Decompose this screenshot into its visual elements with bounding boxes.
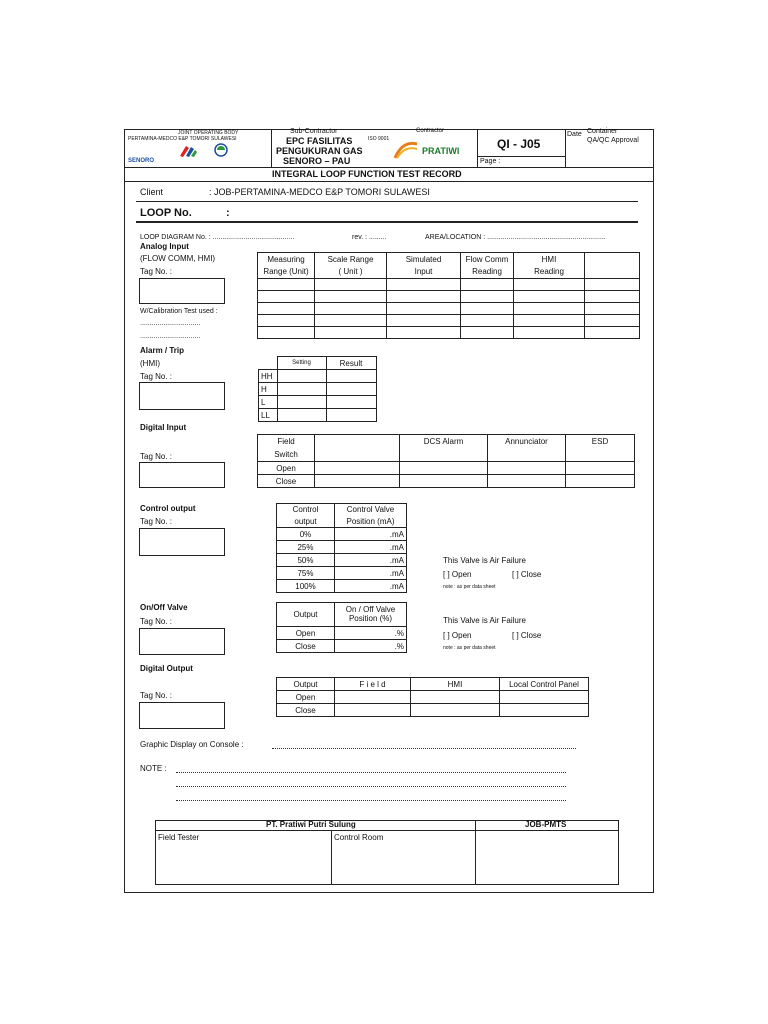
alarm-col-setting: Setting	[277, 357, 326, 370]
co-air-failure: This Valve is Air Failure	[443, 556, 526, 565]
co-h2a: Control Valve	[335, 504, 407, 516]
do-cell[interactable]	[500, 691, 589, 704]
di-dcs: DCS Alarm	[400, 435, 488, 449]
page-label: Page :	[480, 158, 501, 165]
di-cell[interactable]	[488, 475, 566, 488]
analog-h1-5	[585, 253, 640, 266]
digital-output-tag-box[interactable]	[139, 702, 225, 729]
alarm-tag: Tag No. :	[140, 372, 173, 381]
rev-label: rev. : .........	[352, 234, 387, 241]
graphic-display-label: Graphic Display on Console :	[140, 740, 244, 749]
loop-diagram: LOOP DIAGRAM No. : ..........................................	[140, 234, 295, 241]
analog-cell[interactable]	[585, 303, 640, 315]
analog-cell[interactable]	[315, 291, 387, 303]
analog-cell[interactable]	[387, 327, 461, 339]
logo-senoro-brand: SENORO	[128, 158, 155, 164]
di-cell[interactable]	[315, 475, 400, 488]
area-label: AREA/LOCATION : .............................................................	[425, 234, 606, 241]
co-row-label: 25%	[277, 541, 335, 554]
alarm-row-label: H	[259, 383, 278, 396]
alarm-cell[interactable]	[326, 396, 376, 409]
onoff-h2a: On / Off Valve	[345, 604, 396, 614]
onoff-note: note : as per data sheet	[443, 645, 496, 651]
note-dots-1[interactable]	[176, 772, 566, 773]
control-output-title: Control output	[140, 504, 196, 513]
client-value: : JOB-PERTAMINA-MEDCO E&P TOMORI SULAWESI	[209, 187, 430, 197]
analog-cell[interactable]	[514, 303, 585, 315]
alarm-cell[interactable]	[326, 409, 376, 422]
do-cell[interactable]	[411, 691, 500, 704]
logo-pertamina-medco: PERTAMINA-MEDCO E&P TOMORI SULAWESI	[128, 136, 237, 142]
note-label: NOTE :	[140, 764, 167, 773]
digital-input-tag: Tag No. :	[140, 452, 173, 461]
onoff-h1: Output	[277, 603, 335, 627]
main-title: INTEGRAL LOOP FUNCTION TEST RECORD	[272, 169, 462, 179]
analog-cell[interactable]	[258, 327, 315, 339]
analog-cell[interactable]	[585, 279, 640, 291]
analog-cell[interactable]	[387, 303, 461, 315]
digital-output-table	[276, 677, 589, 717]
alarm-tag-box[interactable]	[139, 382, 225, 410]
doc-code: QI - J05	[497, 137, 541, 151]
alarm-sub: (HMI)	[140, 359, 160, 368]
analog-cell[interactable]	[258, 303, 315, 315]
onoff-h2b: Position (%)	[348, 613, 393, 623]
di-annunciator: Annunciator	[488, 435, 566, 449]
di-esd: ESD	[566, 435, 635, 449]
analog-cell[interactable]	[315, 315, 387, 327]
alarm-row-label: HH	[259, 370, 278, 383]
analog-cell[interactable]	[258, 279, 315, 291]
analog-cell[interactable]	[315, 327, 387, 339]
signature-header-line	[155, 830, 619, 831]
onoff-tag: Tag No. :	[140, 617, 173, 626]
signature-divider-1	[331, 830, 332, 885]
analog-h2-0: Range (Unit)	[258, 266, 315, 279]
analog-calib-dots-1: ...............................	[140, 320, 201, 327]
loop-label: LOOP No.	[140, 207, 192, 219]
analog-tag-box[interactable]	[139, 278, 225, 304]
onoff-row-label: Open	[277, 627, 335, 640]
analog-h2-1: ( Unit )	[315, 266, 387, 279]
analog-cell[interactable]	[514, 315, 585, 327]
analog-h1-1: Scale Range	[315, 253, 387, 266]
analog-cell[interactable]	[461, 291, 514, 303]
analog-h2-4: Reading	[514, 266, 585, 279]
di-cell[interactable]	[488, 462, 566, 475]
analog-title: Analog Input	[140, 242, 189, 251]
analog-cell[interactable]	[514, 291, 585, 303]
do-cell[interactable]	[500, 704, 589, 717]
alarm-cell[interactable]	[326, 370, 376, 383]
co-row-label: 50%	[277, 554, 335, 567]
sig-left-title: PT. Pratiwi Putri Sulung	[266, 820, 356, 829]
title-line-3: SENORO – PAU	[283, 156, 351, 166]
analog-cell[interactable]	[315, 303, 387, 315]
medco-logo	[206, 143, 236, 159]
epc-title: EPC FASILITAS	[286, 136, 353, 146]
di-cell[interactable]	[566, 475, 635, 488]
pratiwi-brand: PRATIWI	[422, 146, 460, 156]
co-row-label: 0%	[277, 528, 335, 541]
alarm-cell[interactable]	[277, 396, 326, 409]
note-dots-3[interactable]	[176, 800, 566, 801]
onoff-table	[276, 602, 407, 653]
header-divider-1	[271, 129, 272, 167]
do-h-output: Output	[277, 678, 335, 691]
analog-h1-0: Measuring	[258, 253, 315, 266]
header-divider-2	[477, 129, 478, 167]
analog-cell[interactable]	[585, 327, 640, 339]
co-unit[interactable]: .mA	[335, 528, 407, 541]
co-row-label: 75%	[277, 567, 335, 580]
analog-h2-5	[585, 266, 640, 279]
alarm-row-label: L	[259, 396, 278, 409]
do-cell[interactable]	[411, 704, 500, 717]
header-divider-3	[565, 129, 566, 167]
iso-text: ISO 9001	[368, 136, 390, 142]
co-unit[interactable]: .mA	[335, 554, 407, 567]
analog-cell[interactable]	[461, 279, 514, 291]
alarm-title: Alarm / Trip	[140, 346, 185, 355]
onoff-unit[interactable]: .%	[335, 640, 407, 653]
onoff-title: On/Off Valve	[140, 603, 188, 612]
control-output-tag: Tag No. :	[140, 517, 173, 526]
co-open-option[interactable]: [ ] Open	[443, 570, 472, 579]
digital-input-title: Digital Input	[140, 423, 187, 432]
analog-cell[interactable]	[258, 291, 315, 303]
analog-cell[interactable]	[585, 291, 640, 303]
pratiwi-logo	[393, 140, 419, 160]
analog-tag: Tag No. :	[140, 267, 173, 276]
di-row-label: Open	[258, 462, 315, 475]
onoff-close-option[interactable]: [ ] Close	[512, 631, 542, 640]
client-label: Client	[140, 187, 164, 197]
sig-right-title: JOB-PMTS	[525, 820, 567, 829]
onoff-row-label: Close	[277, 640, 335, 653]
di-row-label: Close	[258, 475, 315, 488]
do-row-label: Close	[277, 704, 335, 717]
do-row-label: Open	[277, 691, 335, 704]
control-room-label: Control Room	[334, 833, 384, 842]
analog-calib-dots-2: ...............................	[140, 333, 201, 340]
di-cell[interactable]	[315, 462, 400, 475]
header-bottom-line	[124, 167, 654, 168]
di-cell[interactable]	[566, 462, 635, 475]
alarm-cell[interactable]	[326, 383, 376, 396]
analog-cell[interactable]	[387, 279, 461, 291]
digital-output-tag: Tag No. :	[140, 691, 173, 700]
analog-cell[interactable]	[514, 327, 585, 339]
di-field-2: Switch	[258, 449, 315, 462]
analog-cell[interactable]	[585, 315, 640, 327]
analog-sub: (FLOW COMM, HMI)	[140, 254, 216, 263]
do-h-hmi: HMI	[411, 678, 500, 691]
onoff-air-failure: This Valve is Air Failure	[443, 616, 526, 625]
analog-cell[interactable]	[461, 315, 514, 327]
analog-h2-2: Input	[387, 266, 461, 279]
co-close-option[interactable]: [ ] Close	[512, 570, 542, 579]
analog-cell[interactable]	[461, 327, 514, 339]
do-cell[interactable]	[335, 704, 411, 717]
onoff-open-option[interactable]: [ ] Open	[443, 631, 472, 640]
co-note: note : as per data sheet	[443, 584, 496, 590]
alarm-cell[interactable]	[277, 383, 326, 396]
signature-divider-2	[475, 820, 476, 885]
alarm-row-label: LL	[259, 409, 278, 422]
do-h-lcp: Local Control Panel	[500, 678, 589, 691]
analog-table	[257, 252, 640, 339]
onoff-h2	[335, 603, 407, 627]
di-field-1: Field	[258, 435, 315, 449]
control-output-table	[276, 503, 407, 593]
co-unit[interactable]: .mA	[335, 567, 407, 580]
onoff-tag-box[interactable]	[139, 628, 225, 655]
analog-cell[interactable]	[387, 291, 461, 303]
title-bottom-line	[124, 181, 654, 182]
digital-input-table	[257, 434, 635, 488]
analog-calib: W/Calibration Test used :	[140, 308, 218, 315]
container-label: Container	[587, 128, 618, 135]
title-line-2: PENGUKURAN GAS	[276, 146, 363, 156]
co-h1b: output	[277, 516, 335, 528]
digital-output-title: Digital Output	[140, 664, 193, 673]
analog-h1-4: HMI	[514, 253, 585, 266]
co-unit[interactable]: .mA	[335, 541, 407, 554]
graphic-display-dots[interactable]	[272, 748, 576, 749]
qaqc-label: QA/QC Approval	[587, 137, 639, 144]
client-line	[136, 201, 638, 202]
logo-joint-operating: JOINT OPERATING BODY	[178, 130, 239, 136]
co-row-label: 100%	[277, 580, 335, 593]
analog-cell[interactable]	[258, 315, 315, 327]
do-h-field: F i e l d	[335, 678, 411, 691]
alarm-cell[interactable]	[277, 370, 326, 383]
alarm-cell[interactable]	[277, 409, 326, 422]
co-h1a: Control	[277, 504, 335, 516]
co-h2b: Position (mA)	[335, 516, 407, 528]
pertamina-logo	[178, 144, 198, 158]
analog-cell[interactable]	[514, 279, 585, 291]
alarm-col-result: Result	[326, 357, 376, 370]
loop-colon: :	[226, 207, 230, 219]
loop-line	[136, 221, 638, 223]
contractor-label: Contractor	[416, 128, 445, 134]
analog-cell[interactable]	[315, 279, 387, 291]
analog-h2-3: Reading	[461, 266, 514, 279]
co-unit[interactable]: .mA	[335, 580, 407, 593]
digital-input-tag-box[interactable]	[139, 462, 225, 488]
header-page-line	[477, 156, 565, 157]
sub-contractor-label: Sub-Contractor	[290, 128, 338, 135]
alarm-table	[258, 356, 377, 422]
onoff-unit[interactable]: .%	[335, 627, 407, 640]
analog-cell[interactable]	[461, 303, 514, 315]
analog-h1-3: Flow Comm	[461, 253, 514, 266]
field-tester-label: Field Tester	[158, 833, 200, 842]
note-dots-2[interactable]	[176, 786, 566, 787]
analog-cell[interactable]	[387, 315, 461, 327]
do-cell[interactable]	[335, 691, 411, 704]
di-cell[interactable]	[400, 475, 488, 488]
analog-h1-2: Simulated	[387, 253, 461, 266]
di-cell[interactable]	[400, 462, 488, 475]
date-label: Date	[567, 131, 582, 138]
control-output-tag-box[interactable]	[139, 528, 225, 556]
